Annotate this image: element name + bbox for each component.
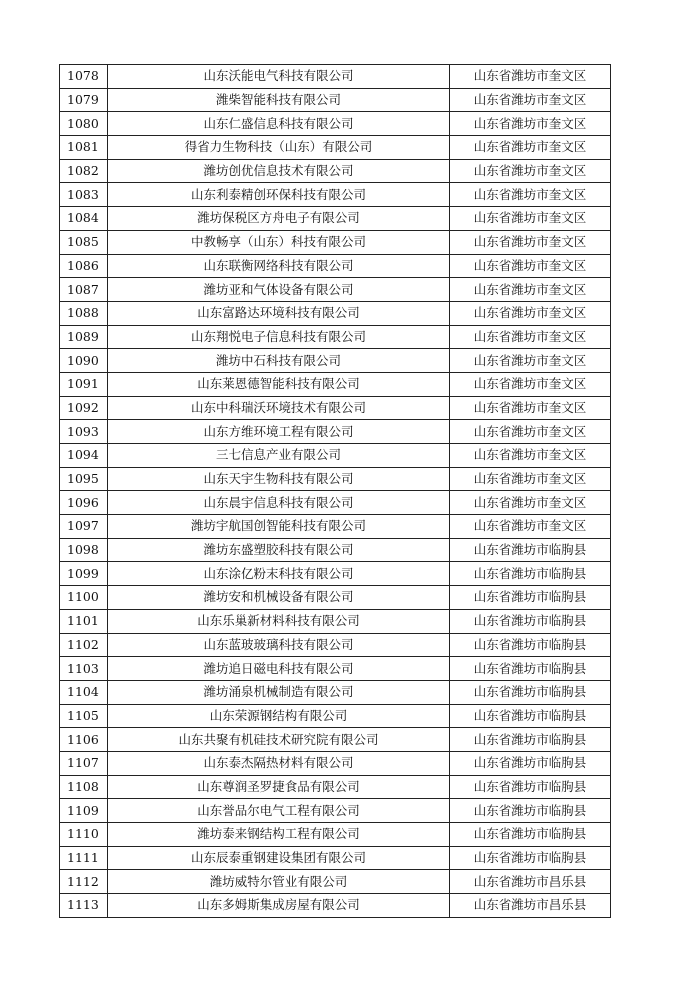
company-name: 潍坊中石科技有限公司 xyxy=(108,349,450,373)
table-row xyxy=(60,88,611,112)
company-region: 山东省潍坊市临朐县 xyxy=(450,823,611,847)
company-name: 潍坊追日磁电科技有限公司 xyxy=(108,657,450,681)
company-name: 山东涂亿粉末科技有限公司 xyxy=(108,562,450,586)
company-region: 山东省潍坊市临朐县 xyxy=(450,538,611,562)
table-row xyxy=(60,112,611,136)
company-region: 山东省潍坊市奎文区 xyxy=(450,278,611,302)
company-region: 山东省潍坊市奎文区 xyxy=(450,88,611,112)
company-region: 山东省潍坊市临朐县 xyxy=(450,609,611,633)
row-number: 1079 xyxy=(60,88,108,112)
company-region: 山东省潍坊市奎文区 xyxy=(450,372,611,396)
table-row xyxy=(60,301,611,325)
row-number: 1096 xyxy=(60,491,108,515)
row-number: 1098 xyxy=(60,538,108,562)
row-number: 1081 xyxy=(60,136,108,160)
table-row xyxy=(60,396,611,420)
company-region: 山东省潍坊市奎文区 xyxy=(450,467,611,491)
table-row xyxy=(60,823,611,847)
company-region: 山东省潍坊市奎文区 xyxy=(450,230,611,254)
row-number: 1102 xyxy=(60,633,108,657)
table-row xyxy=(60,728,611,752)
table-row xyxy=(60,254,611,278)
company-name: 山东莱恩德智能科技有限公司 xyxy=(108,372,450,396)
company-region: 山东省潍坊市临朐县 xyxy=(450,751,611,775)
company-name: 山东联衡网络科技有限公司 xyxy=(108,254,450,278)
company-region: 山东省潍坊市奎文区 xyxy=(450,325,611,349)
company-region: 山东省潍坊市奎文区 xyxy=(450,183,611,207)
company-region: 山东省潍坊市奎文区 xyxy=(450,112,611,136)
row-number: 1113 xyxy=(60,894,108,918)
company-table xyxy=(59,64,611,918)
table-row xyxy=(60,704,611,728)
row-number: 1108 xyxy=(60,775,108,799)
row-number: 1105 xyxy=(60,704,108,728)
row-number: 1100 xyxy=(60,586,108,610)
table-row xyxy=(60,894,611,918)
row-number: 1106 xyxy=(60,728,108,752)
company-region: 山东省潍坊市昌乐县 xyxy=(450,894,611,918)
company-name: 山东富路达环境科技有限公司 xyxy=(108,301,450,325)
row-number: 1109 xyxy=(60,799,108,823)
company-name: 中教畅享（山东）科技有限公司 xyxy=(108,230,450,254)
table-row xyxy=(60,751,611,775)
company-region: 山东省潍坊市奎文区 xyxy=(450,65,611,89)
row-number: 1099 xyxy=(60,562,108,586)
table-row xyxy=(60,586,611,610)
company-name: 山东泰杰隔热材料有限公司 xyxy=(108,751,450,775)
company-name: 潍坊安和机械设备有限公司 xyxy=(108,586,450,610)
company-name: 山东晨宇信息科技有限公司 xyxy=(108,491,450,515)
company-name: 山东沃能电气科技有限公司 xyxy=(108,65,450,89)
company-name: 潍坊宇航国创智能科技有限公司 xyxy=(108,515,450,539)
company-region: 山东省潍坊市临朐县 xyxy=(450,562,611,586)
table-row xyxy=(60,278,611,302)
company-name: 山东乐巢新材料科技有限公司 xyxy=(108,609,450,633)
row-number: 1112 xyxy=(60,870,108,894)
table-row xyxy=(60,775,611,799)
row-number: 1087 xyxy=(60,278,108,302)
row-number: 1089 xyxy=(60,325,108,349)
company-region: 山东省潍坊市临朐县 xyxy=(450,680,611,704)
company-name: 潍坊东盛塑胶科技有限公司 xyxy=(108,538,450,562)
row-number: 1104 xyxy=(60,680,108,704)
company-region: 山东省潍坊市临朐县 xyxy=(450,846,611,870)
table-row xyxy=(60,325,611,349)
table-row xyxy=(60,657,611,681)
company-name: 山东翔悦电子信息科技有限公司 xyxy=(108,325,450,349)
company-name: 山东天宇生物科技有限公司 xyxy=(108,467,450,491)
company-name: 潍坊威特尔管业有限公司 xyxy=(108,870,450,894)
company-name: 山东多姆斯集成房屋有限公司 xyxy=(108,894,450,918)
row-number: 1082 xyxy=(60,159,108,183)
company-region: 山东省潍坊市昌乐县 xyxy=(450,870,611,894)
row-number: 1094 xyxy=(60,444,108,468)
company-region: 山东省潍坊市奎文区 xyxy=(450,444,611,468)
company-region: 山东省潍坊市临朐县 xyxy=(450,657,611,681)
row-number: 1111 xyxy=(60,846,108,870)
table-row xyxy=(60,799,611,823)
company-region: 山东省潍坊市临朐县 xyxy=(450,728,611,752)
row-number: 1078 xyxy=(60,65,108,89)
table-row xyxy=(60,562,611,586)
table-row xyxy=(60,183,611,207)
row-number: 1107 xyxy=(60,751,108,775)
row-number: 1097 xyxy=(60,515,108,539)
row-number: 1090 xyxy=(60,349,108,373)
company-name: 山东辰泰重钢建设集团有限公司 xyxy=(108,846,450,870)
company-region: 山东省潍坊市临朐县 xyxy=(450,704,611,728)
row-number: 1110 xyxy=(60,823,108,847)
company-region: 山东省潍坊市奎文区 xyxy=(450,207,611,231)
row-number: 1084 xyxy=(60,207,108,231)
company-name: 三七信息产业有限公司 xyxy=(108,444,450,468)
table-row xyxy=(60,230,611,254)
company-name: 潍坊涌泉机械制造有限公司 xyxy=(108,680,450,704)
company-name: 潍坊保税区方舟电子有限公司 xyxy=(108,207,450,231)
company-name: 山东仁盛信息科技有限公司 xyxy=(108,112,450,136)
table-row xyxy=(60,680,611,704)
table-row xyxy=(60,609,611,633)
table-row xyxy=(60,420,611,444)
company-region: 山东省潍坊市奎文区 xyxy=(450,301,611,325)
company-name: 潍坊亚和气体设备有限公司 xyxy=(108,278,450,302)
table-row xyxy=(60,491,611,515)
row-number: 1088 xyxy=(60,301,108,325)
row-number: 1103 xyxy=(60,657,108,681)
company-name: 山东利泰精创环保科技有限公司 xyxy=(108,183,450,207)
company-name: 潍坊泰来钢结构工程有限公司 xyxy=(108,823,450,847)
table-row xyxy=(60,538,611,562)
company-region: 山东省潍坊市临朐县 xyxy=(450,775,611,799)
company-name: 山东共聚有机硅技术研究院有限公司 xyxy=(108,728,450,752)
row-number: 1086 xyxy=(60,254,108,278)
company-region: 山东省潍坊市临朐县 xyxy=(450,799,611,823)
row-number: 1091 xyxy=(60,372,108,396)
table-row xyxy=(60,349,611,373)
company-name: 山东方维环境工程有限公司 xyxy=(108,420,450,444)
table-row xyxy=(60,846,611,870)
company-region: 山东省潍坊市奎文区 xyxy=(450,515,611,539)
table-row xyxy=(60,515,611,539)
company-region: 山东省潍坊市奎文区 xyxy=(450,254,611,278)
company-name: 潍坊创优信息技术有限公司 xyxy=(108,159,450,183)
table-row xyxy=(60,633,611,657)
company-region: 山东省潍坊市奎文区 xyxy=(450,396,611,420)
table-row xyxy=(60,467,611,491)
company-name: 山东荣源钢结构有限公司 xyxy=(108,704,450,728)
table-row xyxy=(60,870,611,894)
table-row xyxy=(60,372,611,396)
company-region: 山东省潍坊市临朐县 xyxy=(450,633,611,657)
company-name: 山东蓝玻玻璃科技有限公司 xyxy=(108,633,450,657)
company-region: 山东省潍坊市奎文区 xyxy=(450,420,611,444)
company-name: 潍柴智能科技有限公司 xyxy=(108,88,450,112)
company-region: 山东省潍坊市奎文区 xyxy=(450,349,611,373)
table-row xyxy=(60,136,611,160)
company-region: 山东省潍坊市临朐县 xyxy=(450,586,611,610)
row-number: 1101 xyxy=(60,609,108,633)
company-list-sheet xyxy=(59,64,611,918)
table-row xyxy=(60,444,611,468)
company-name: 山东尊润圣罗捷食品有限公司 xyxy=(108,775,450,799)
row-number: 1083 xyxy=(60,183,108,207)
table-row xyxy=(60,65,611,89)
company-name: 得省力生物科技（山东）有限公司 xyxy=(108,136,450,160)
table-row xyxy=(60,159,611,183)
company-region: 山东省潍坊市奎文区 xyxy=(450,159,611,183)
table-row xyxy=(60,207,611,231)
company-region: 山东省潍坊市奎文区 xyxy=(450,491,611,515)
row-number: 1085 xyxy=(60,230,108,254)
company-region: 山东省潍坊市奎文区 xyxy=(450,136,611,160)
row-number: 1092 xyxy=(60,396,108,420)
company-name: 山东誉品尔电气工程有限公司 xyxy=(108,799,450,823)
row-number: 1080 xyxy=(60,112,108,136)
company-name: 山东中科瑞沃环境技术有限公司 xyxy=(108,396,450,420)
row-number: 1093 xyxy=(60,420,108,444)
row-number: 1095 xyxy=(60,467,108,491)
